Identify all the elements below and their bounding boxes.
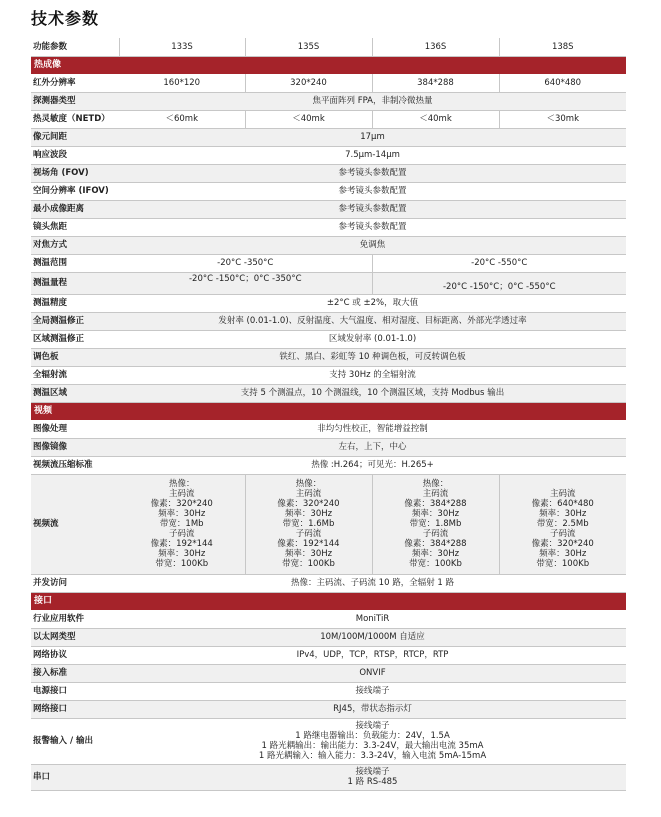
label-resolution: 红外分辨率 <box>31 74 119 92</box>
value-codec: 热像 :H.264；可见光：H.265+ <box>119 456 626 474</box>
stream-line: 带宽：1.6Mb <box>282 519 335 529</box>
stream-line: 子码流 <box>168 529 195 539</box>
value-processing: 非均匀性校正，智能增益控制 <box>119 420 626 438</box>
stream-line: 主码流 <box>295 489 322 499</box>
page-title: 技术参数 <box>31 9 100 28</box>
row-radiometric <box>31 366 626 384</box>
alarm-line: 1 路光耦输入：输入能力：3.3-24V，输入电流 5mA-15mA <box>258 751 487 761</box>
alarm-line: 1 路继电器输出：负载能力：24V，1.5A <box>295 731 450 741</box>
value-temp-range-right: -20°C -550°C <box>372 254 626 272</box>
stream-col-138s <box>499 474 626 574</box>
value-zones: 支持 5 个测温点，10 个测温线，10 个测温区域，支持 Modbus 输出 <box>119 384 626 402</box>
stream-line: 频率：30Hz <box>411 509 460 519</box>
label-palette: 调色板 <box>31 348 119 366</box>
row-stream <box>31 474 626 574</box>
value-alarm <box>119 718 626 764</box>
value-palette: 铁红、黑白、彩虹等 10 种调色板，可反转调色板 <box>119 348 626 366</box>
row-region-corr <box>31 330 626 348</box>
value-netd-135s: ＜40mk <box>245 110 372 128</box>
stream-line <box>502 479 625 489</box>
label-power: 电源接口 <box>31 682 119 700</box>
label-pitch: 像元间距 <box>31 128 119 146</box>
label-alarm: 报警输入 / 输出 <box>31 718 119 764</box>
row-temp-range <box>31 254 626 272</box>
stream-line: 频率：30Hz <box>284 509 333 519</box>
value-accuracy: ±2°C 或 ±2%，取大值 <box>119 294 626 312</box>
value-global-corr: 发射率 (0.01-1.0)、反射温度、大气温度、相对湿度、目标距离、外部光学透过率 <box>119 312 626 330</box>
row-ethernet <box>31 628 626 646</box>
row-fov <box>31 164 626 182</box>
stream-line: 像素：384*288 <box>404 499 467 509</box>
row-band <box>31 146 626 164</box>
value-software: MoniTiR <box>119 610 626 628</box>
value-concurrent: 热像：主码流、子码流 10 路，全辐射 1 路 <box>119 574 626 592</box>
stream-line: 子码流 <box>549 529 576 539</box>
row-standard <box>31 664 626 682</box>
stream-line: 热像： <box>168 479 195 489</box>
value-serial <box>119 764 626 790</box>
stream-line: 像素：320*240 <box>531 539 594 549</box>
value-network: RJ45，带状态指示灯 <box>119 700 626 718</box>
row-mirror <box>31 438 626 456</box>
stream-line: 频率：30Hz <box>539 549 587 559</box>
label-temp-range: 测温范围 <box>31 254 119 272</box>
serial-line: 接线端子 <box>355 767 390 777</box>
stream-line: 像素：192*144 <box>150 539 213 549</box>
value-resolution-133s: 160*120 <box>119 74 245 92</box>
label-standard: 接入标准 <box>31 664 119 682</box>
label-accuracy: 测温精度 <box>31 294 119 312</box>
row-codec <box>31 456 626 474</box>
stream-line: 带宽：100Kb <box>536 559 590 569</box>
value-pitch: 17μm <box>119 128 626 146</box>
header-label: 功能参数 <box>31 38 119 56</box>
row-focus <box>31 236 626 254</box>
value-netd-136s: ＜40mk <box>372 110 499 128</box>
label-focus: 对焦方式 <box>31 236 119 254</box>
stream-line: 带宽：100Kb <box>282 559 335 569</box>
row-power <box>31 682 626 700</box>
value-focal: 参考镜头参数配置 <box>119 218 626 236</box>
row-zones <box>31 384 626 402</box>
stream-line: 子码流 <box>422 529 449 539</box>
stream-line: 热像： <box>422 479 449 489</box>
value-protocol: IPv4，UDP，TCP，RTSP，RTCP，RTP <box>119 646 626 664</box>
row-accuracy <box>31 294 626 312</box>
stream-line: 热像： <box>295 479 322 489</box>
value-ifov: 参考镜头参数配置 <box>119 182 626 200</box>
label-netd: 热灵敏度（NETD） <box>31 110 119 128</box>
value-mirror: 左右，上下，中心 <box>119 438 626 456</box>
label-focal: 镜头焦距 <box>31 218 119 236</box>
value-fov: 参考镜头参数配置 <box>119 164 626 182</box>
row-network <box>31 700 626 718</box>
stream-col-136s <box>372 474 499 574</box>
stream-line: 像素：320*240 <box>150 499 213 509</box>
label-network: 网络接口 <box>31 700 119 718</box>
section-thermal <box>31 56 626 74</box>
row-netd <box>31 110 626 128</box>
stream-line: 像素：384*288 <box>404 539 467 549</box>
row-concurrent <box>31 574 626 592</box>
alarm-line: 接线端子 <box>355 721 390 731</box>
value-resolution-136s: 384*288 <box>372 74 499 92</box>
stream-line: 带宽：2.5Mb <box>536 519 589 529</box>
row-processing <box>31 420 626 438</box>
section-interface-title: 接口 <box>31 592 626 610</box>
row-serial <box>31 764 626 790</box>
stream-col-133s <box>119 474 245 574</box>
value-band: 7.5μm-14μm <box>119 146 626 164</box>
value-resolution-138s: 640*480 <box>499 74 626 92</box>
value-resolution-135s: 320*240 <box>245 74 372 92</box>
alarm-line: 1 路光耦输出：输出能力：3.3-24V，最大输出电流 35mA <box>261 741 484 751</box>
label-band: 响应波段 <box>31 146 119 164</box>
section-interface <box>31 592 626 610</box>
label-ethernet: 以太网类型 <box>31 628 119 646</box>
row-ifov <box>31 182 626 200</box>
serial-line: 1 路 RS-485 <box>347 777 398 787</box>
value-netd-133s: ＜60mk <box>119 110 245 128</box>
section-video <box>31 402 626 420</box>
value-detector: 焦平面阵列 FPA，非制冷微热量 <box>119 92 626 110</box>
spec-table <box>31 38 626 791</box>
row-min-distance <box>31 200 626 218</box>
label-processing: 图像处理 <box>31 420 119 438</box>
value-temp-range-left: -20°C -350°C <box>119 254 372 272</box>
label-temp-scale: 测温量程 <box>31 272 119 294</box>
section-thermal-title: 热成像 <box>31 56 626 74</box>
row-temp-scale <box>31 272 626 294</box>
row-detector <box>31 92 626 110</box>
model-135s: 135S <box>245 38 372 56</box>
stream-line: 主码流 <box>168 489 195 499</box>
label-global-corr: 全局测温修正 <box>31 312 119 330</box>
label-mirror: 图像镜像 <box>31 438 119 456</box>
value-temp-scale-right: -20°C -150°C；0°C -550°C <box>372 272 626 294</box>
stream-line: 带宽：100Kb <box>409 559 462 569</box>
label-fov: 视场角 (FOV) <box>31 164 119 182</box>
stream-line: 像素：640*480 <box>531 499 594 509</box>
value-ethernet: 10M/100M/1000M 自适应 <box>119 628 626 646</box>
label-region-corr: 区域测温修正 <box>31 330 119 348</box>
label-serial: 串口 <box>31 764 119 790</box>
row-protocol <box>31 646 626 664</box>
value-netd-138s: ＜30mk <box>499 110 626 128</box>
label-detector: 探测器类型 <box>31 92 119 110</box>
stream-line: 子码流 <box>295 529 322 539</box>
row-focal <box>31 218 626 236</box>
value-temp-scale-left: -20°C -150°C；0°C -350°C <box>119 272 372 294</box>
stream-line: 频率：30Hz <box>158 509 206 519</box>
stream-line: 频率：30Hz <box>411 549 460 559</box>
value-radiometric: 支持 30Hz 的全辐射流 <box>119 366 626 384</box>
stream-line: 主码流 <box>549 489 576 499</box>
label-protocol: 网络协议 <box>31 646 119 664</box>
stream-line: 带宽：1.8Mb <box>409 519 462 529</box>
stream-line: 像素：320*240 <box>277 499 340 509</box>
stream-line: 频率：30Hz <box>539 509 587 519</box>
model-136s: 136S <box>372 38 499 56</box>
stream-line: 带宽：100Kb <box>155 559 209 569</box>
section-video-title: 视频 <box>31 402 626 420</box>
value-standard: ONVIF <box>119 664 626 682</box>
value-power: 接线端子 <box>119 682 626 700</box>
stream-line: 主码流 <box>422 489 449 499</box>
value-region-corr: 区域发射率 (0.01-1.0) <box>119 330 626 348</box>
row-software <box>31 610 626 628</box>
label-radiometric: 全辐射流 <box>31 366 119 384</box>
model-133s: 133S <box>119 38 245 56</box>
model-138s: 138S <box>499 38 626 56</box>
header-row <box>31 38 626 56</box>
stream-line: 频率：30Hz <box>284 549 333 559</box>
label-concurrent: 并发访问 <box>31 574 119 592</box>
label-zones: 测温区域 <box>31 384 119 402</box>
stream-line: 频率：30Hz <box>158 549 206 559</box>
label-codec: 视频流压缩标准 <box>31 456 119 474</box>
row-global-corr <box>31 312 626 330</box>
label-ifov: 空间分辨率 (IFOV) <box>31 182 119 200</box>
row-alarm <box>31 718 626 764</box>
row-resolution <box>31 74 626 92</box>
row-palette <box>31 348 626 366</box>
value-focus: 免调焦 <box>119 236 626 254</box>
stream-line: 像素：192*144 <box>277 539 340 549</box>
label-min-distance: 最小成像距离 <box>31 200 119 218</box>
label-software: 行业应用软件 <box>31 610 119 628</box>
stream-col-135s <box>245 474 372 574</box>
row-pitch <box>31 128 626 146</box>
stream-line: 带宽：1Mb <box>159 519 204 529</box>
label-stream: 视频流 <box>31 474 119 574</box>
value-min-distance: 参考镜头参数配置 <box>119 200 626 218</box>
